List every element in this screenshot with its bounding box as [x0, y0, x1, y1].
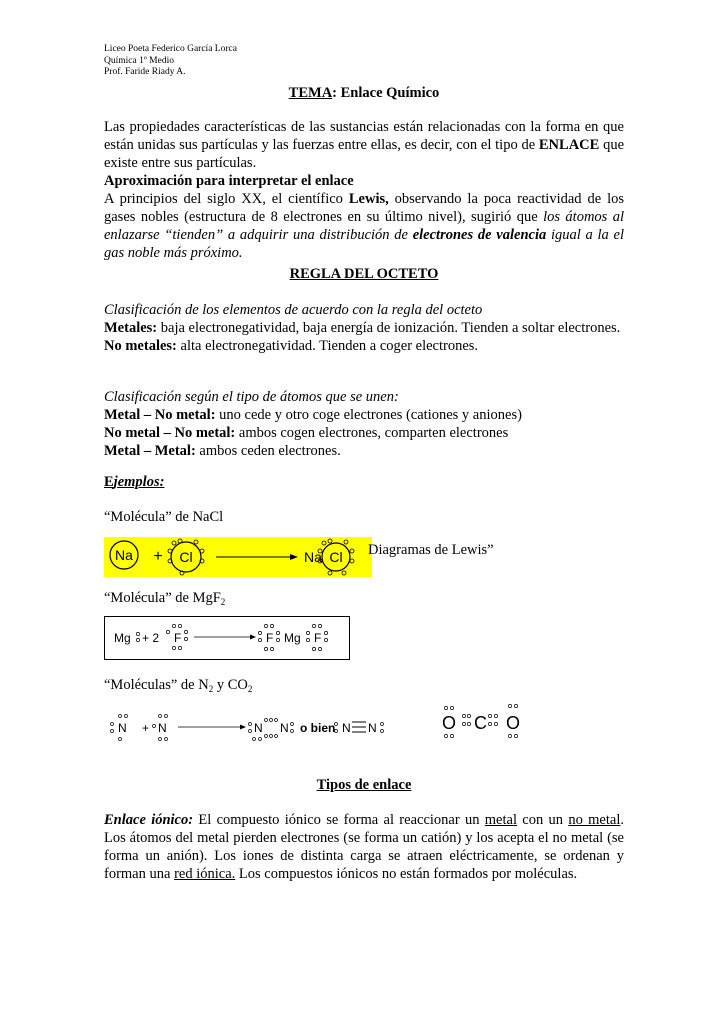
ionic-lattice-term: red iónica.	[174, 866, 236, 882]
nonmetals-text: alta electronegatividad. Tienden a coger electrones.	[176, 338, 479, 354]
n2-subscript: 2	[208, 684, 214, 694]
molecules-caption-a: “Moléculas” de N	[104, 677, 209, 693]
lewis-text-a: A principios del siglo XX, el científico	[104, 191, 349, 207]
classification-block	[104, 301, 624, 355]
lewis-italic-a: los átomos al enlazarse “tienden” a adquirir una distribución de	[104, 209, 625, 243]
bond-classification-heading: Clasificación según el tipo de átomos que se unen:	[104, 389, 399, 405]
mg-symbol: Mg	[114, 631, 131, 645]
header-course: Química 1º Medio	[104, 55, 174, 66]
mgf2-caption-text: “Molécula” de MgF	[104, 590, 221, 606]
nonmetals-label: No metales:	[104, 338, 177, 354]
co2-lewis-diagram	[438, 702, 530, 744]
f-product-2: F	[314, 631, 322, 645]
n-product-2: N	[280, 721, 289, 735]
tema-text: : Enlace Químico	[332, 85, 440, 101]
ionic-text-b: con un	[517, 812, 569, 828]
arrow-head	[240, 725, 246, 730]
document-header	[104, 44, 237, 79]
examples-e: E	[104, 474, 114, 490]
intro-paragraph	[104, 118, 624, 262]
lewis-caption: Diagramas de Lewis”	[368, 542, 494, 558]
header-teacher: Prof. Faride Riady A.	[104, 67, 186, 77]
metals-text: baja electronegatividad, baja energía de ionización. Tienden a soltar electrones.	[157, 320, 621, 336]
metals-label: Metales:	[104, 320, 158, 336]
n-symbol-2: N	[158, 721, 167, 735]
f-symbol: F	[174, 631, 182, 645]
n-product-1: N	[254, 721, 263, 735]
f-product-1: F	[266, 631, 274, 645]
ionic-bond-label: Enlace iónico:	[104, 812, 194, 828]
intro-text: Las propiedades características de las sustancias están relacionadas con la forma en que están unidas sus partículas y las fuerzas entre ellas, es decir, con el tipo de	[104, 119, 624, 153]
plus-sign: +	[142, 721, 150, 735]
na-symbol: Na	[115, 547, 133, 563]
octet-title-text: REGLA DEL OCTETO	[289, 266, 439, 282]
lewis-italic-b: igual a la el gas noble más próximo.	[104, 227, 625, 261]
lewis-text-b: observando la poca reactividad de los gases nobles (estructura de 8 electrones en su último nivel), sugirió que	[104, 191, 624, 225]
mgf2-subscript: 2	[220, 597, 226, 607]
ionic-text-c: . Los átomos del metal pierden electrones (se forma un catión) y los acepta el no metal (se forma un anión). Los iones de distinta carga se atraen eléctricamente, se ordenan y forman una	[104, 812, 624, 882]
plus-sign: +	[153, 548, 163, 565]
nacl-lewis-diagram	[104, 537, 372, 577]
examples-rest: jemplos:	[113, 474, 165, 490]
o-symbol-2: O	[506, 713, 521, 733]
n-triple-2: N	[368, 721, 377, 735]
molecules-caption-b: y CO	[213, 677, 248, 693]
n2-lewis-diagram	[104, 708, 394, 748]
lewis-name: Lewis,	[348, 191, 389, 207]
co2-subscript: 2	[247, 684, 253, 694]
valence-electrons: electrones de valencia	[412, 227, 547, 243]
bond-types-title	[0, 777, 728, 794]
o-symbol-1: O	[442, 713, 457, 733]
na-product: Na	[304, 549, 322, 565]
tema-label: TEMA	[288, 85, 333, 101]
c-symbol: C	[474, 713, 487, 733]
metal-term: metal	[484, 812, 517, 828]
header-school: Liceo Poeta Federico García Lorca	[104, 44, 237, 54]
page-title	[0, 85, 728, 102]
intro-text-end: que existe entre sus partículas.	[104, 137, 625, 171]
nonmetal-nonmetal-text: ambos cogen electrones, comparten electrones	[235, 425, 509, 441]
octet-title	[0, 266, 728, 283]
classification-heading: Clasificación de los elementos de acuerdo con la regla del octeto	[104, 302, 483, 318]
n-triple-1: N	[342, 721, 351, 735]
ionic-text-d: Los compuestos iónicos no están formados por moléculas.	[235, 866, 578, 882]
bond-classification-block	[104, 388, 624, 460]
nacl-caption: “Molécula” de NaCl	[104, 509, 224, 525]
nonmetal-term: no metal	[568, 812, 621, 828]
o-bien-text: o bien	[300, 721, 336, 735]
n-symbol-1: N	[118, 721, 127, 735]
examples-heading	[104, 473, 164, 491]
mgf2-caption	[104, 589, 225, 611]
section-heading: Aproximación para interpretar el enlace	[104, 173, 354, 189]
metal-nonmetal-text: uno cede y otro coge electrones (cationes y aniones)	[215, 407, 522, 423]
plus-two: + 2	[142, 631, 160, 645]
n2-co2-caption	[104, 676, 252, 698]
metal-nonmetal-label: Metal – No metal:	[104, 407, 216, 423]
enlace-keyword: ENLACE	[538, 137, 600, 153]
nonmetal-nonmetal-label: No metal – No metal:	[104, 425, 236, 441]
cl-product: Cl	[329, 549, 343, 565]
cl-symbol: Cl	[179, 549, 193, 565]
ionic-bond-paragraph	[104, 811, 624, 883]
ionic-text-a: El compuesto iónico se forma al reaccionar un	[193, 812, 485, 828]
bond-types-title-text: Tipos de enlace	[316, 777, 412, 793]
metal-metal-text: ambos ceden electrones.	[195, 443, 341, 459]
metal-metal-label: Metal – Metal:	[104, 443, 196, 459]
mg-product: Mg	[284, 631, 301, 645]
mgf2-lewis-diagram	[104, 616, 350, 660]
